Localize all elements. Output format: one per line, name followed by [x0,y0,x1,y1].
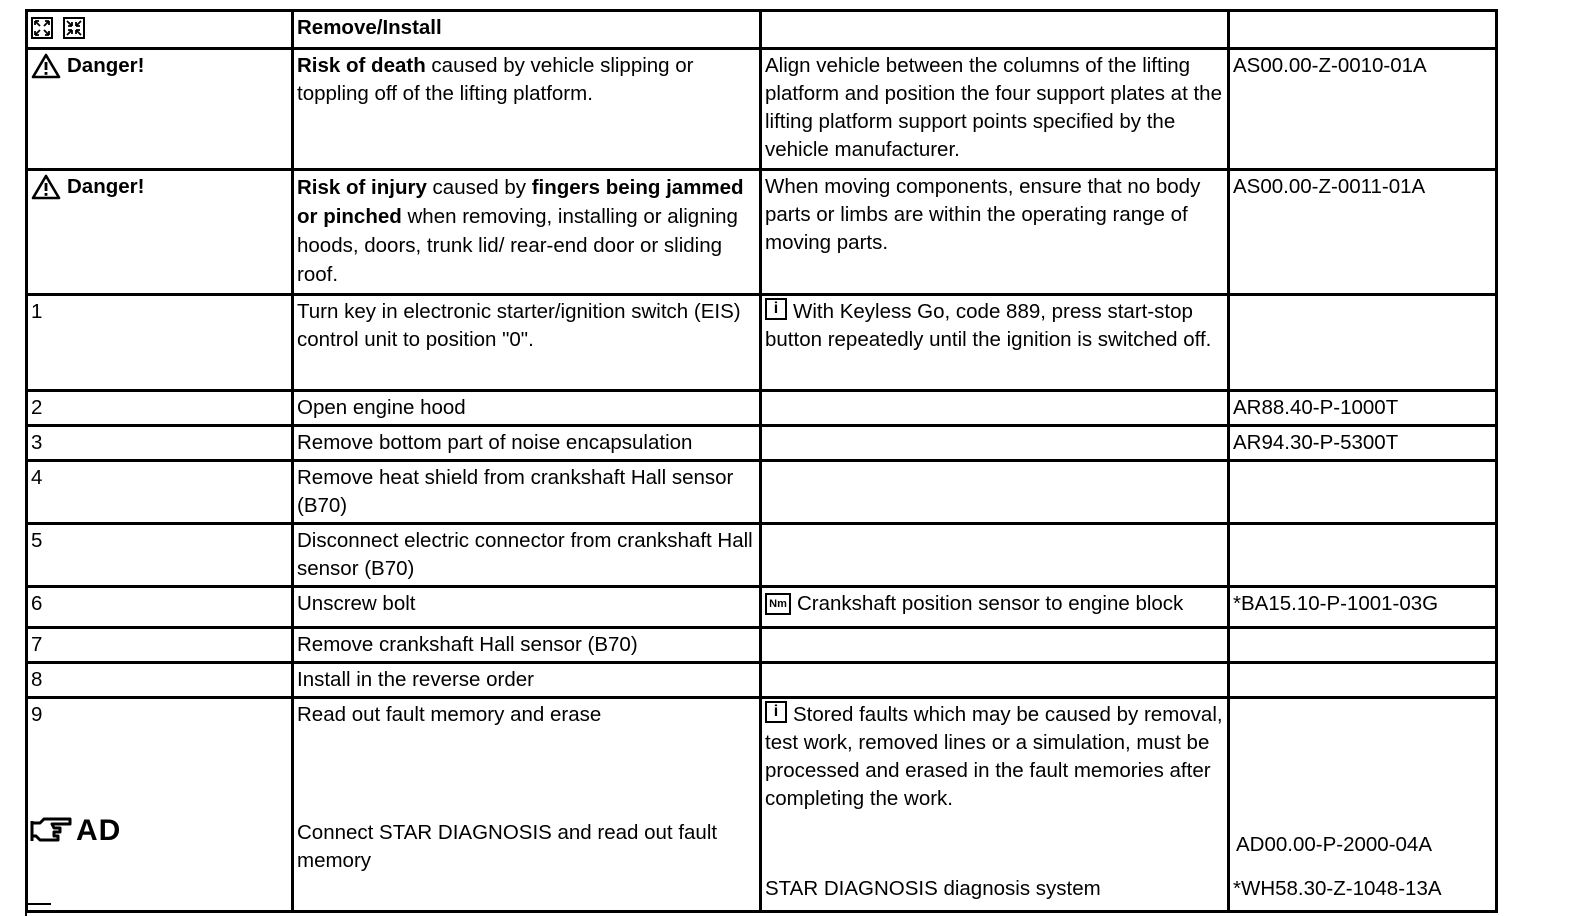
risk-text: caused by vehicle slipping or toppling off of the lifting platform. [297,54,694,105]
risk-mid: caused by [426,176,532,199]
step-text: Remove crankshaft Hall sensor (B70) [293,628,761,663]
ad-text: Connect STAR DIAGNOSIS and read out fault memory [297,821,718,872]
step-text: Install in the reverse order [293,663,761,698]
danger-ref-link[interactable]: AS00.00-Z-0010-01A [1229,49,1497,170]
header-empty-4 [1229,11,1497,49]
step-row [27,587,1497,628]
info-icon: i [765,298,787,320]
header-title: Remove/Install [293,11,761,49]
step-number: 3 [27,426,293,461]
header-icons-cell [27,11,293,49]
header-empty-3 [761,11,1229,49]
step-note-cell [761,295,1229,391]
warning-triangle-icon [31,53,61,79]
danger-label: Danger! [67,54,145,77]
step-ref-link[interactable]: *BA15.10-P-1001-03G [1229,587,1497,628]
step-note-cell [761,698,1229,912]
step-number: 9 [31,703,43,726]
step-text: Remove heat shield from crankshaft Hall sensor (B70) [293,461,761,524]
danger-row [27,49,1497,170]
step-row [27,426,1497,461]
step-text: Read out fault memory and erase [297,703,602,726]
step-number: 7 [27,628,293,663]
step-ref[interactable] [1229,524,1497,587]
info-icon: i [765,701,787,723]
ad-label: AD [76,814,122,847]
danger-row [27,170,1497,295]
step-ref[interactable] [1229,461,1497,524]
risk-bold-2: fingers being jammed or pinched [297,176,744,228]
step-text: Unscrew bolt [293,587,761,628]
risk-bold: Risk of death [297,54,426,77]
step-note [761,391,1229,426]
step-note: Crankshaft position sensor to engine block [797,592,1184,615]
step-note [761,461,1229,524]
step-number: 6 [27,587,293,628]
step-ref-cell [1229,698,1497,912]
step-number: 8 [27,663,293,698]
page-continuation-mark [25,903,51,916]
danger-label-cell [27,49,293,170]
step-ref[interactable] [1229,295,1497,391]
step-ref[interactable] [1229,628,1497,663]
danger-risk-cell [293,49,761,170]
step-row [27,698,1497,912]
warning-triangle-icon [31,174,61,200]
step-text: Disconnect electric connector from crankshaft Hall sensor (B70) [293,524,761,587]
step-row [27,628,1497,663]
risk-bold: Risk of injury [297,176,427,199]
step-text-cell [293,698,761,912]
danger-note: When moving components, ensure that no body parts or limbs are within the operating range of moving parts. [761,170,1229,295]
danger-note: Align vehicle between the columns of the lifting platform and position the four support plates at the lifting platform support points specified by the vehicle manufacturer. [761,49,1229,170]
step-note: With Keyless Go, code 889, press start-stop button repeatedly until the ignition is switched off. [765,300,1212,351]
procedure-table [25,9,1498,913]
step-number: 4 [27,461,293,524]
step-text: Open engine hood [293,391,761,426]
step-text: Turn key in electronic starter/ignition switch (EIS) control unit to position "0". [293,295,761,391]
step-ref-link[interactable]: AR94.30-P-5300T [1229,426,1497,461]
collapse-icon[interactable] [63,17,85,39]
step-number: 5 [27,524,293,587]
step-note [761,426,1229,461]
step-number: 2 [27,391,293,426]
step-ref[interactable] [1229,663,1497,698]
step-row [27,391,1497,426]
danger-ref-link[interactable]: AS00.00-Z-0011-01A [1229,170,1497,295]
ad-tool-ref-link[interactable]: *WH58.30-Z-1048-13A [1233,877,1442,900]
expand-icon[interactable] [31,17,53,39]
danger-label-cell [27,170,293,295]
step-note [761,524,1229,587]
header-row [27,11,1497,49]
risk-text: when removing, installing or aligning hoods, doors, trunk lid/ rear-end door or sliding roof. [297,205,738,286]
danger-risk-cell [293,170,761,295]
step-note-cell [761,587,1229,628]
step-row [27,461,1497,524]
step-row [27,663,1497,698]
pointing-hand-icon [30,817,74,845]
step-row [27,524,1497,587]
step-note [761,628,1229,663]
danger-label: Danger! [67,175,145,198]
ad-marker [30,814,122,847]
ad-tool: STAR DIAGNOSIS diagnosis system [765,877,1101,900]
step-row [27,295,1497,391]
step-text: Remove bottom part of noise encapsulation [293,426,761,461]
step-note: Stored faults which may be caused by removal, test work, removed lines or a simulation, must be processed and erased in the fault memories after completing the work. [765,703,1223,810]
ad-ref-link[interactable]: AD00.00-P-2000-04A [1236,833,1433,856]
step-note [761,663,1229,698]
step-ref-link[interactable]: AR88.40-P-1000T [1229,391,1497,426]
step-number-cell [27,698,293,912]
step-number: 1 [27,295,293,391]
torque-nm-icon: Nm [765,593,791,615]
